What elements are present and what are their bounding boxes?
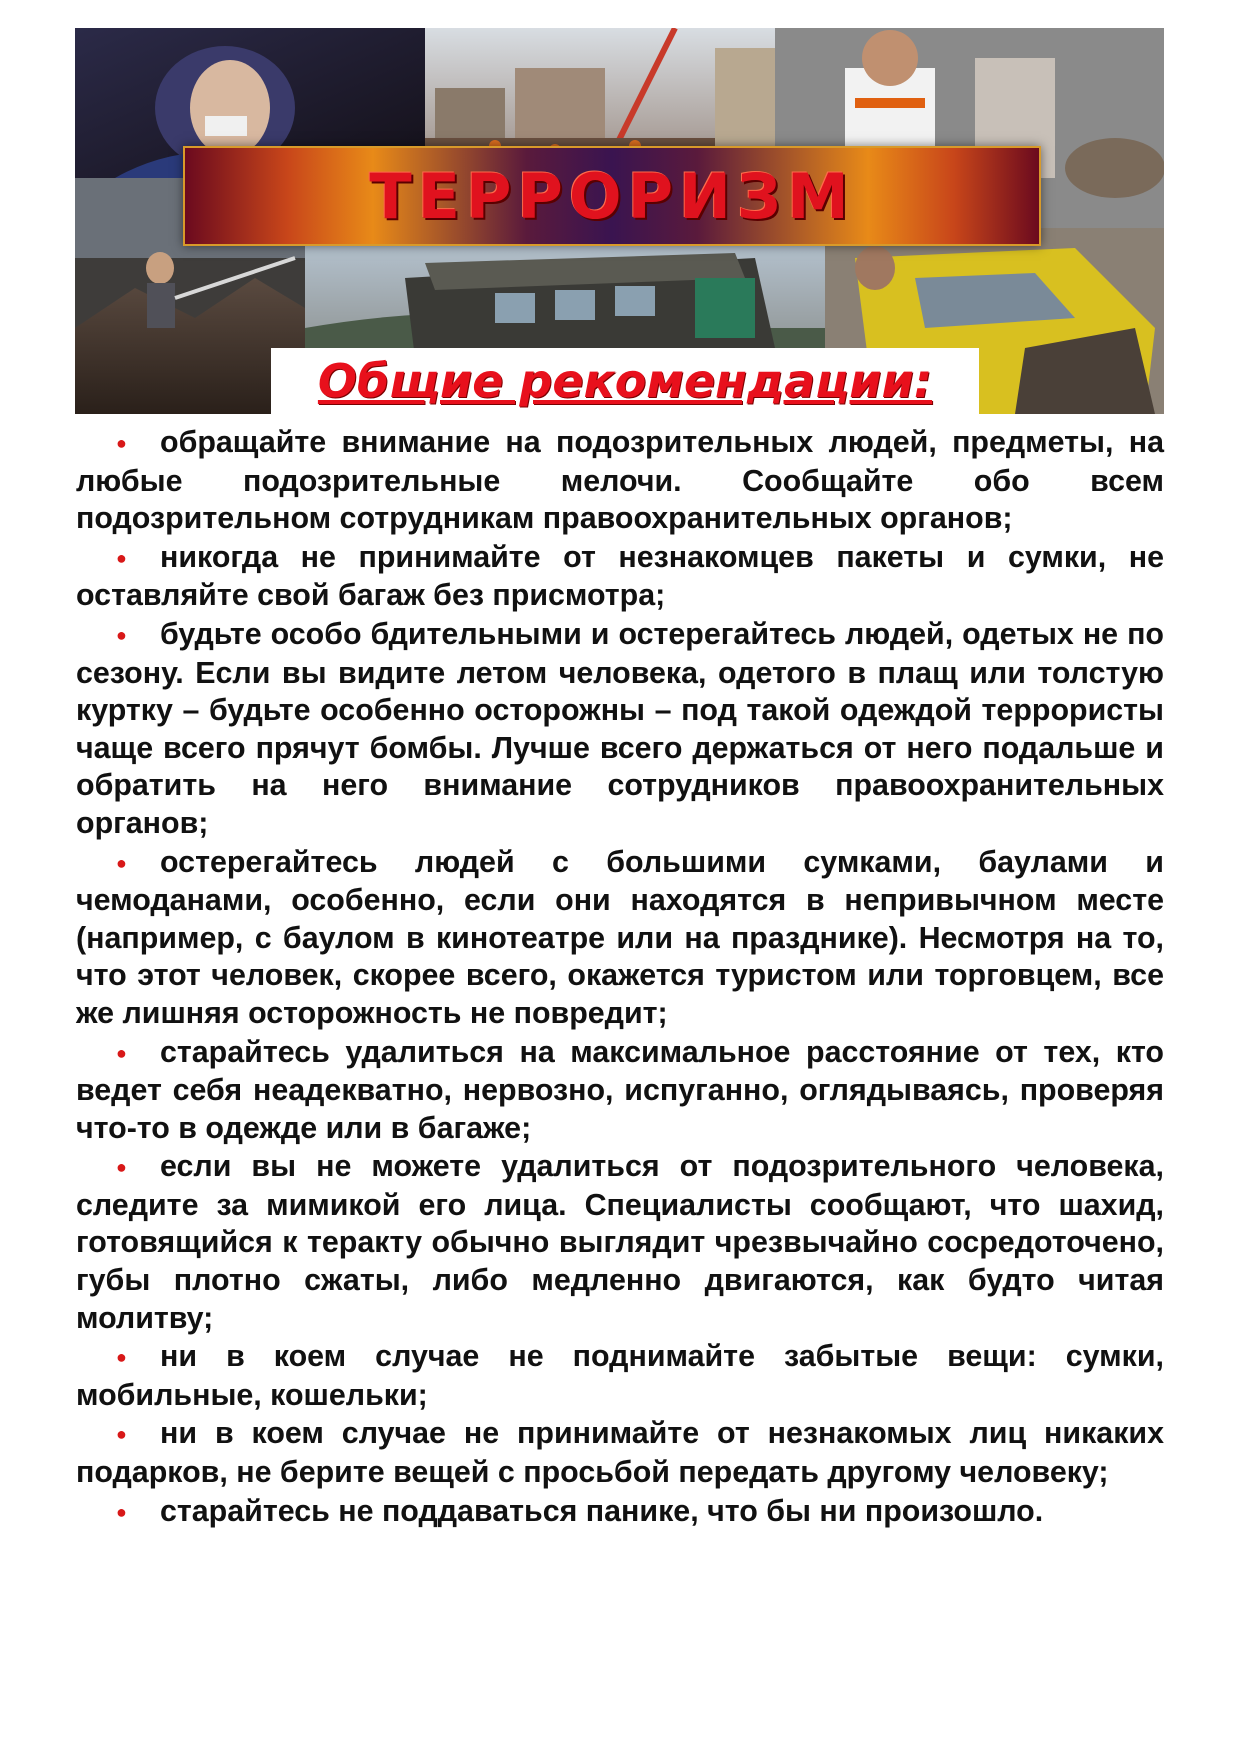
- list-item: [76, 1148, 1164, 1337]
- list-item-text: обращайте внимание на подозрительных людей, предметы, на любые подозрительные мелочи. Сообщайте обо всем подозрительном сотрудникам правоохранительных органов;: [76, 425, 1164, 536]
- list-item-text: старайтесь удалиться на максимальное расстояние от тех, кто ведет себя неадекватно, нервозно, испуганно, оглядываясь, проверяя что-то в одежде или в багаже;: [76, 1034, 1164, 1145]
- list-item-text: остерегайтесь людей с большими сумками, баулами и чемоданами, особенно, если они находятся в непривычном месте (например, с баулом в кинотеатре или на празднике). Несмотря на то, что этот человек, скорее всего, окажется туристом или торговцем, все же лишняя осторожность не повредит;: [76, 844, 1164, 1030]
- bullet-icon: ●: [116, 1424, 127, 1445]
- list-item-text: ни в коем случае не принимайте от незнакомых лиц никаких подарков, не берите вещей с просьбой передать другому человеку;: [76, 1416, 1164, 1490]
- title-box: [183, 146, 1041, 246]
- list-item: [76, 539, 1164, 615]
- bullet-icon: ●: [116, 1042, 127, 1063]
- bullet-icon: ●: [116, 1347, 127, 1368]
- bullet-icon: ●: [116, 852, 127, 873]
- header-banner: [75, 28, 1164, 414]
- page-title: ТЕРРОРИЗМ: [369, 159, 855, 233]
- list-item: [76, 1034, 1164, 1148]
- list-item: [76, 1415, 1164, 1491]
- list-item: [76, 1338, 1164, 1414]
- list-item: [76, 1493, 1164, 1532]
- page-subtitle: Общие рекомендации:: [317, 354, 933, 408]
- list-item-text: никогда не принимайте от незнакомцев пакеты и сумки, не оставляйте свой багаж без присмотра;: [76, 539, 1164, 613]
- list-item-text: будьте особо бдительными и остерегайтесь людей, одетых не по сезону. Если вы видите летом человека, одетого в плащ или толстую куртку – будьте особенно осторожны – под такой одеждой террористы чаще всего прячут бомбы. Лучше всего держаться от него подальше и обратить на него внимание сотрудников правоохранительных органов;: [76, 616, 1164, 840]
- bullet-icon: ●: [116, 1501, 127, 1522]
- list-item-text: ни в коем случае не поднимайте забытые вещи: сумки, мобильные, кошельки;: [76, 1339, 1164, 1412]
- list-item: [76, 844, 1164, 1033]
- subtitle-box: [271, 348, 979, 414]
- bullet-icon: ●: [116, 624, 127, 645]
- bullet-icon: ●: [116, 433, 127, 453]
- list-item-text: если вы не можете удалиться от подозрительного человека, следите за мимикой его лица. Специалисты сообщают, что шахид, готовящийся к теракту обычно выглядит чрезвычайно сосредоточено, губы плотно сжаты, либо медленно двигаются, как будто читая молитву;: [76, 1149, 1164, 1335]
- list-item-text: старайтесь не поддаваться панике, что бы ни произошло.: [160, 1493, 1044, 1528]
- bullet-icon: ●: [116, 1157, 127, 1178]
- recommendations-list: [76, 424, 1164, 1532]
- list-item: [76, 424, 1164, 538]
- bullet-icon: ●: [116, 547, 127, 568]
- list-item: [76, 616, 1164, 843]
